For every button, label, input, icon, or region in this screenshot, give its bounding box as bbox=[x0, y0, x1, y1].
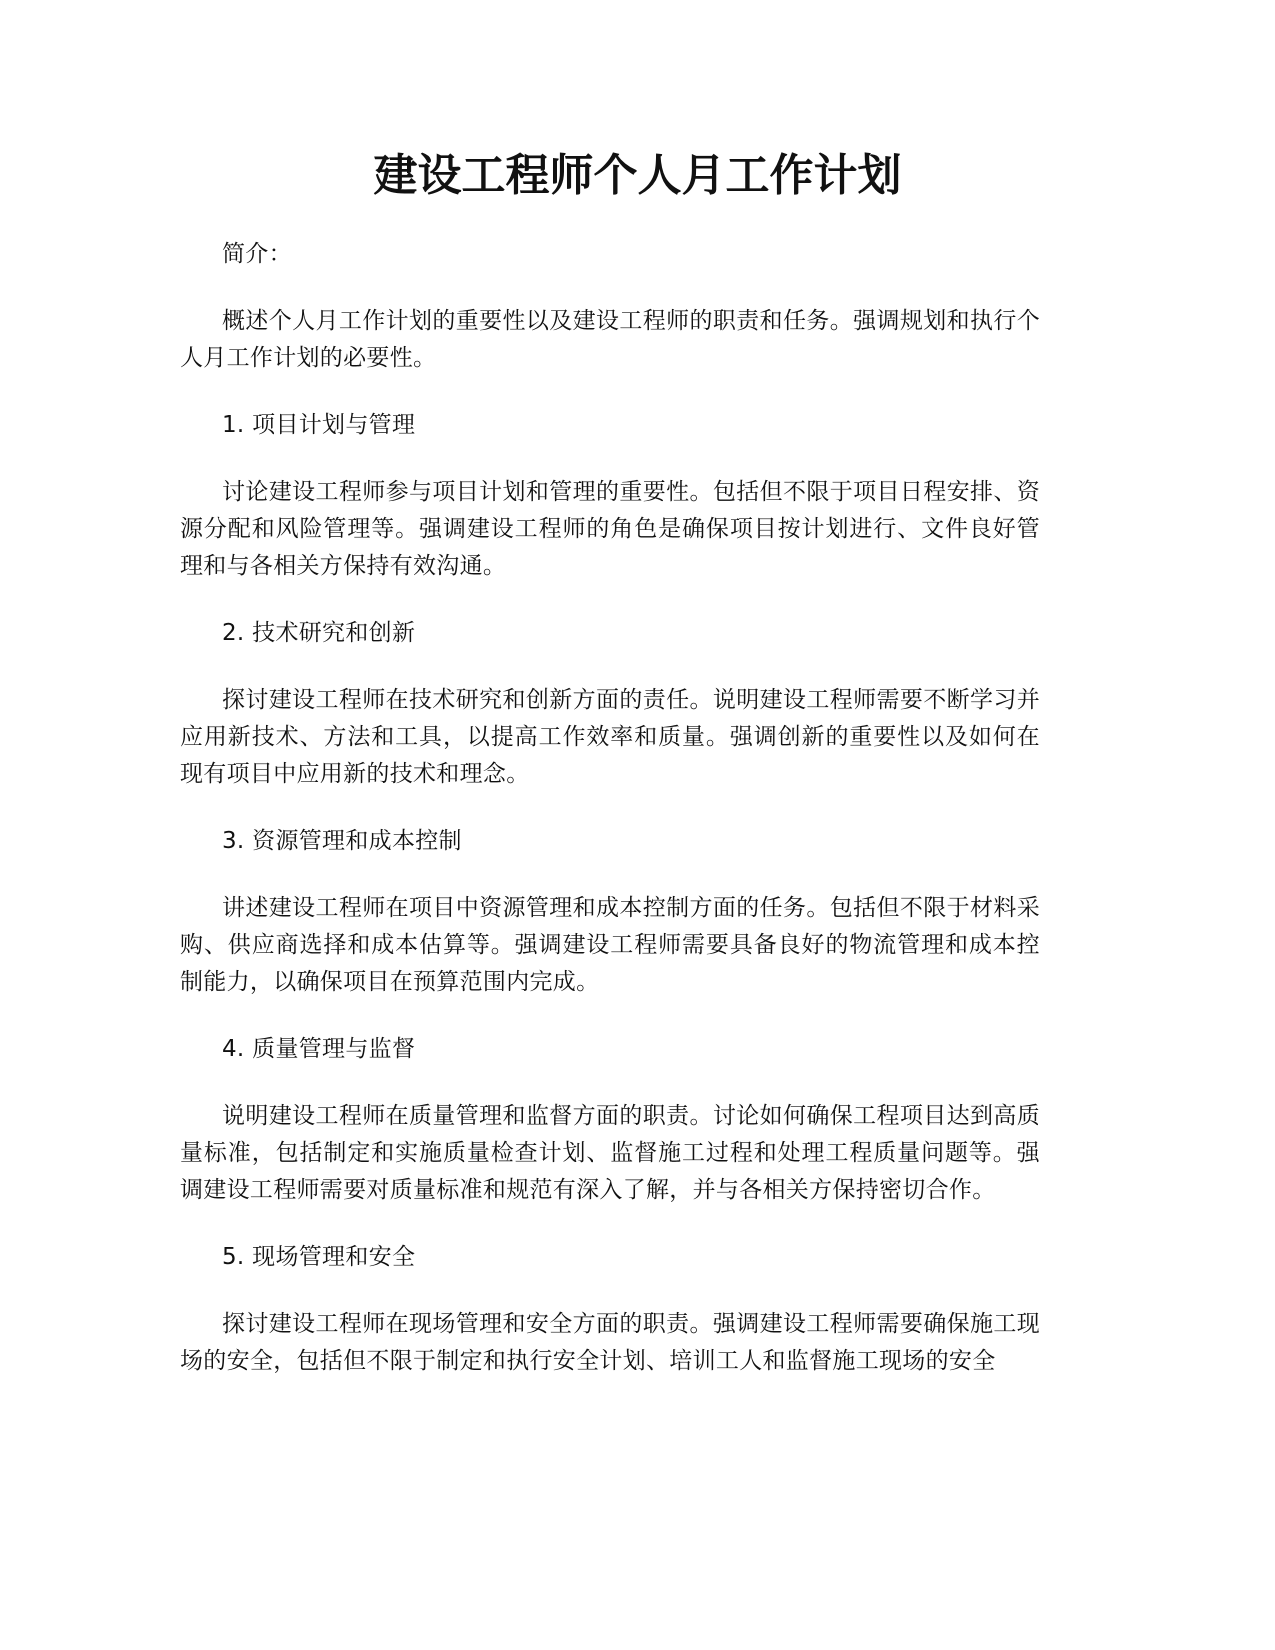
document-body bbox=[180, 236, 1040, 1410]
section-body-4: 说明建设工程师在质量管理和监督方面的职责。讨论如何确保工程项目达到高质量标准，包括制定和实施质量检查计划、监督施工过程和处理工程质量问题等。强调建设工程师需要对质量标准和规范有深入了解，并与各相关方保持密切合作。 bbox=[180, 1103, 1040, 1203]
section-heading-2: 2. 技术研究和创新 bbox=[222, 620, 416, 646]
document-title: 建设工程师个人月工作计划 bbox=[373, 150, 902, 201]
section-body-2: 探讨建设工程师在技术研究和创新方面的责任。说明建设工程师需要不断学习并应用新技术、方法和工具，以提高工作效率和质量。强调创新的重要性以及如何在现有项目中应用新的技术和理念。 bbox=[180, 687, 1040, 787]
section-body-3: 讲述建设工程师在项目中资源管理和成本控制方面的任务。包括但不限于材料采购、供应商选择和成本估算等。强调建设工程师需要具备良好的物流管理和成本控制能力，以确保项目在预算范围内完成。 bbox=[180, 895, 1040, 995]
section-heading-4: 4. 质量管理与监督 bbox=[222, 1036, 416, 1062]
section-heading-5: 5. 现场管理和安全 bbox=[222, 1244, 416, 1270]
intro-label: 简介： bbox=[222, 241, 292, 267]
section-heading-3: 3. 资源管理和成本控制 bbox=[222, 828, 462, 854]
section-body-1: 讨论建设工程师参与项目计划和管理的重要性。包括但不限于项目日程安排、资源分配和风险管理等。强调建设工程师的角色是确保项目按计划进行、文件良好管理和与各相关方保持有效沟通。 bbox=[180, 479, 1040, 579]
section-body-5: 探讨建设工程师在现场管理和安全方面的职责。强调建设工程师需要确保施工现场的安全，包括但不限于制定和执行安全计划、培训工人和监督施工现场的安全 bbox=[180, 1311, 1040, 1374]
intro-paragraph: 概述个人月工作计划的重要性以及建设工程师的职责和任务。强调规划和执行个人月工作计划的必要性。 bbox=[180, 308, 1040, 371]
section-heading-1: 1. 项目计划与管理 bbox=[222, 412, 416, 438]
